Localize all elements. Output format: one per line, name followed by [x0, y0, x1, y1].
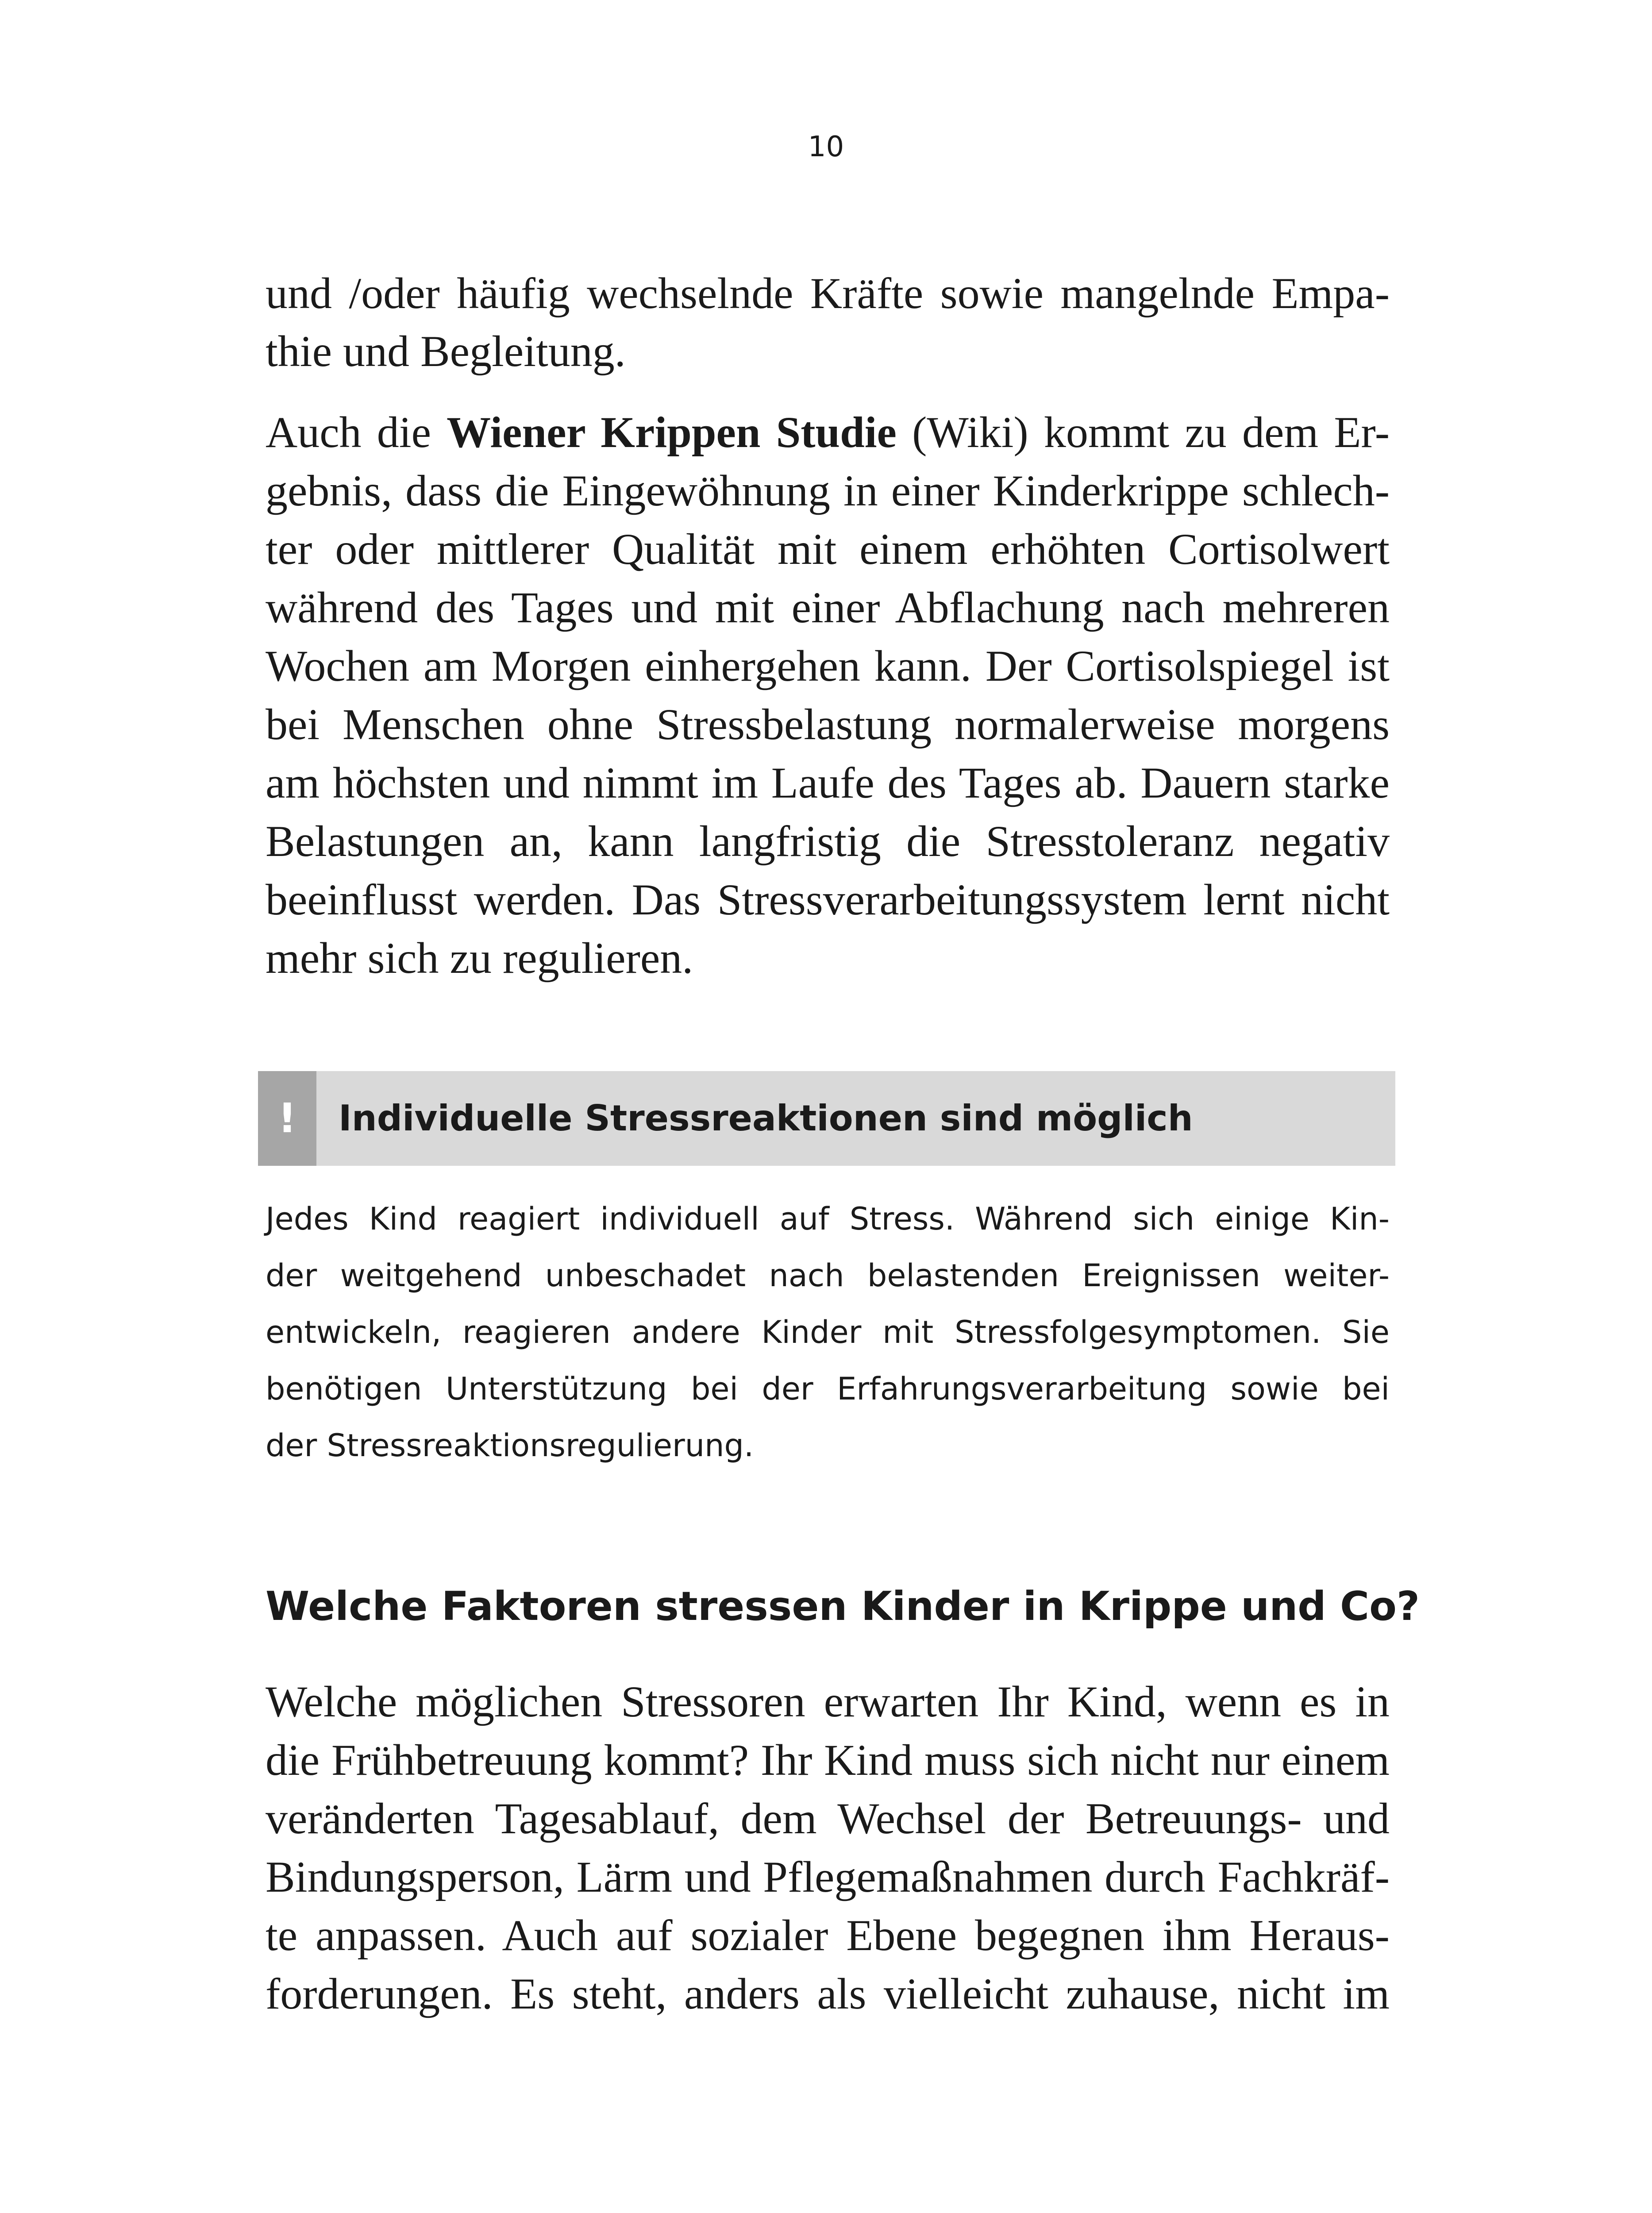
paragraph-2-line-4: während des Tages und mit einer Abflachung nach mehreren [266, 583, 1390, 632]
callout-header [258, 1071, 1395, 1166]
callout-line-5: der Stressreaktionsregulierung. [266, 1427, 754, 1464]
paragraph-3-line-1: Welche möglichen Stressoren erwarten Ihr Kind, wenn es in [266, 1677, 1390, 1726]
paragraph-3-line-2: die Frühbetreuung kommt? Ihr Kind muss sich nicht nur einem [266, 1735, 1390, 1785]
section-heading: Welche Faktoren stressen Kinder in Krippe und Co? [266, 1583, 1420, 1630]
paragraph-3-line-6: forderungen. Es steht, anders als vielleicht zuhause, nicht im [266, 1969, 1390, 2018]
paragraph-2-line-2: gebnis, dass die Eingewöhnung in einer Kinderkrippe schlech- [266, 466, 1390, 515]
paragraph-2-intro-rest: (Wiki) kommt zu dem Er- [896, 408, 1390, 457]
page-number: 10 [808, 131, 844, 163]
study-name: Wiener Krippen Studie [447, 408, 897, 457]
paragraph-2-line-5: Wochen am Morgen einhergehen kann. Der Cortisolspiegel ist [266, 641, 1390, 690]
paragraph-2-line-10: mehr sich zu regulieren. [266, 933, 693, 983]
paragraph-3-line-3: veränderten Tagesablauf, dem Wechsel der Betreuungs- und [266, 1794, 1390, 1843]
callout-line-1: Jedes Kind reagiert individuell auf Stress. Während sich einige Kin- [266, 1201, 1390, 1237]
callout-title: Individuelle Stressreaktionen sind möglich [339, 1098, 1193, 1139]
paragraph-2-line-8: Belastungen an, kann langfristig die Stresstoleranz negativ [266, 817, 1390, 866]
paragraph-2-line-1 [266, 404, 1390, 461]
paragraph-1-line-2: thie und Begleitung. [266, 327, 626, 376]
paragraph-2-line-7: am höchsten und nimmt im Laufe des Tages ab. Dauern starke [266, 758, 1390, 807]
paragraph-2-line-9: beeinflusst werden. Das Stressverarbeitungssystem lernt nicht [266, 875, 1390, 924]
paragraph-3-line-4: Bindungsperson, Lärm und Pflegemaßnahmen durch Fachkräf- [266, 1852, 1390, 1901]
callout-line-2: der weitgehend unbeschadet nach belastenden Ereignissen weiter- [266, 1257, 1390, 1294]
paragraph-2-intro: Auch die [266, 408, 447, 457]
paragraph-1-line-1: und /oder häufig wechselnde Kräfte sowie mangelnde Empa- [266, 269, 1390, 318]
paragraph-2-line-6: bei Menschen ohne Stressbelastung normalerweise morgens [266, 700, 1390, 749]
paragraph-2-line-3: ter oder mittlerer Qualität mit einem erhöhten Cortisolwert [266, 524, 1390, 574]
exclamation-icon: ! [258, 1071, 316, 1166]
callout-line-3: entwickeln, reagieren andere Kinder mit Stressfolgesymptomen. Sie [266, 1314, 1390, 1350]
paragraph-3-line-5: te anpassen. Auch auf sozialer Ebene begegnen ihm Heraus- [266, 1911, 1390, 1960]
callout-line-4: benötigen Unterstützung bei der Erfahrungsverarbeitung sowie bei [266, 1371, 1390, 1407]
